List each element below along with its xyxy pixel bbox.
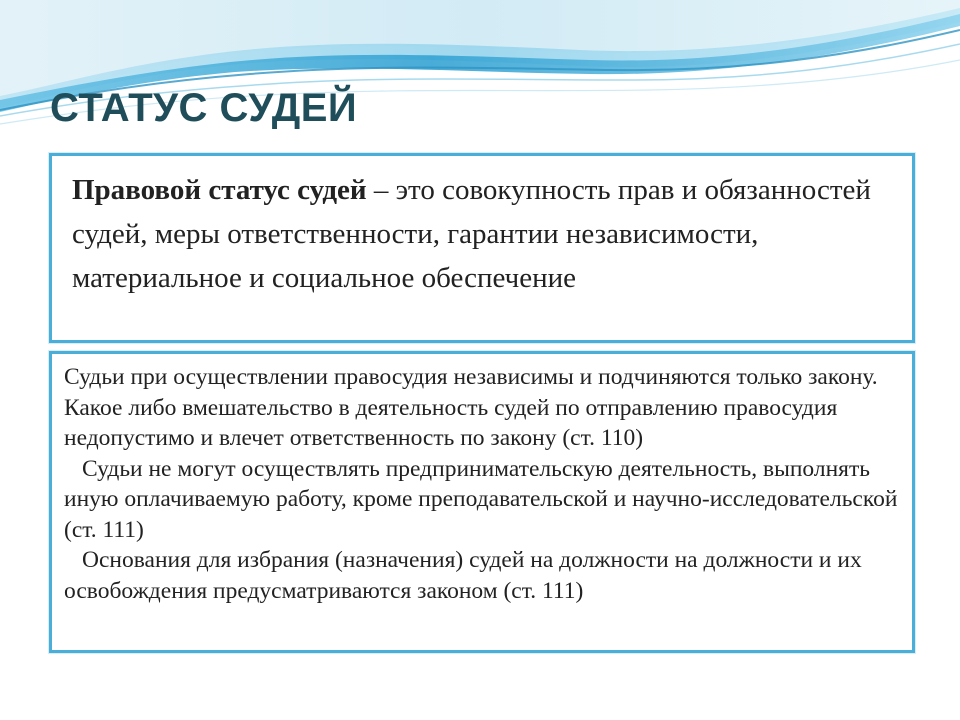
definition-body: – это совокупность прав и обязанностей судей, меры ответственности, гарантии независимости, материальное и социальное обеспечение: [72, 174, 871, 294]
slide-title: СТАТУС СУДЕЙ: [50, 86, 358, 130]
paragraph-restrictions: Судьи не могут осуществлять предпринимательскую деятельность, выполнять иную оплачиваемую работу, кроме преподавательской и научно-исследовательской (ст. 111): [64, 455, 898, 543]
articles-box: [49, 351, 915, 653]
definition-box: [49, 153, 915, 343]
paragraph-independence: Судьи при осуществлении правосудия независимы и подчиняются только закону. Какое либо вмешательство в деятельность судей по отправлению правосудия недопустимо и влечет ответственность по закону (ст. 110): [64, 364, 878, 451]
definition-term: Правовой статус судей: [72, 174, 367, 206]
definition-text: [72, 168, 894, 300]
paragraph-appointment: Основания для избрания (назначения) судей на должности на должности и их освобождения предусматриваются законом (ст. 111): [64, 547, 862, 604]
